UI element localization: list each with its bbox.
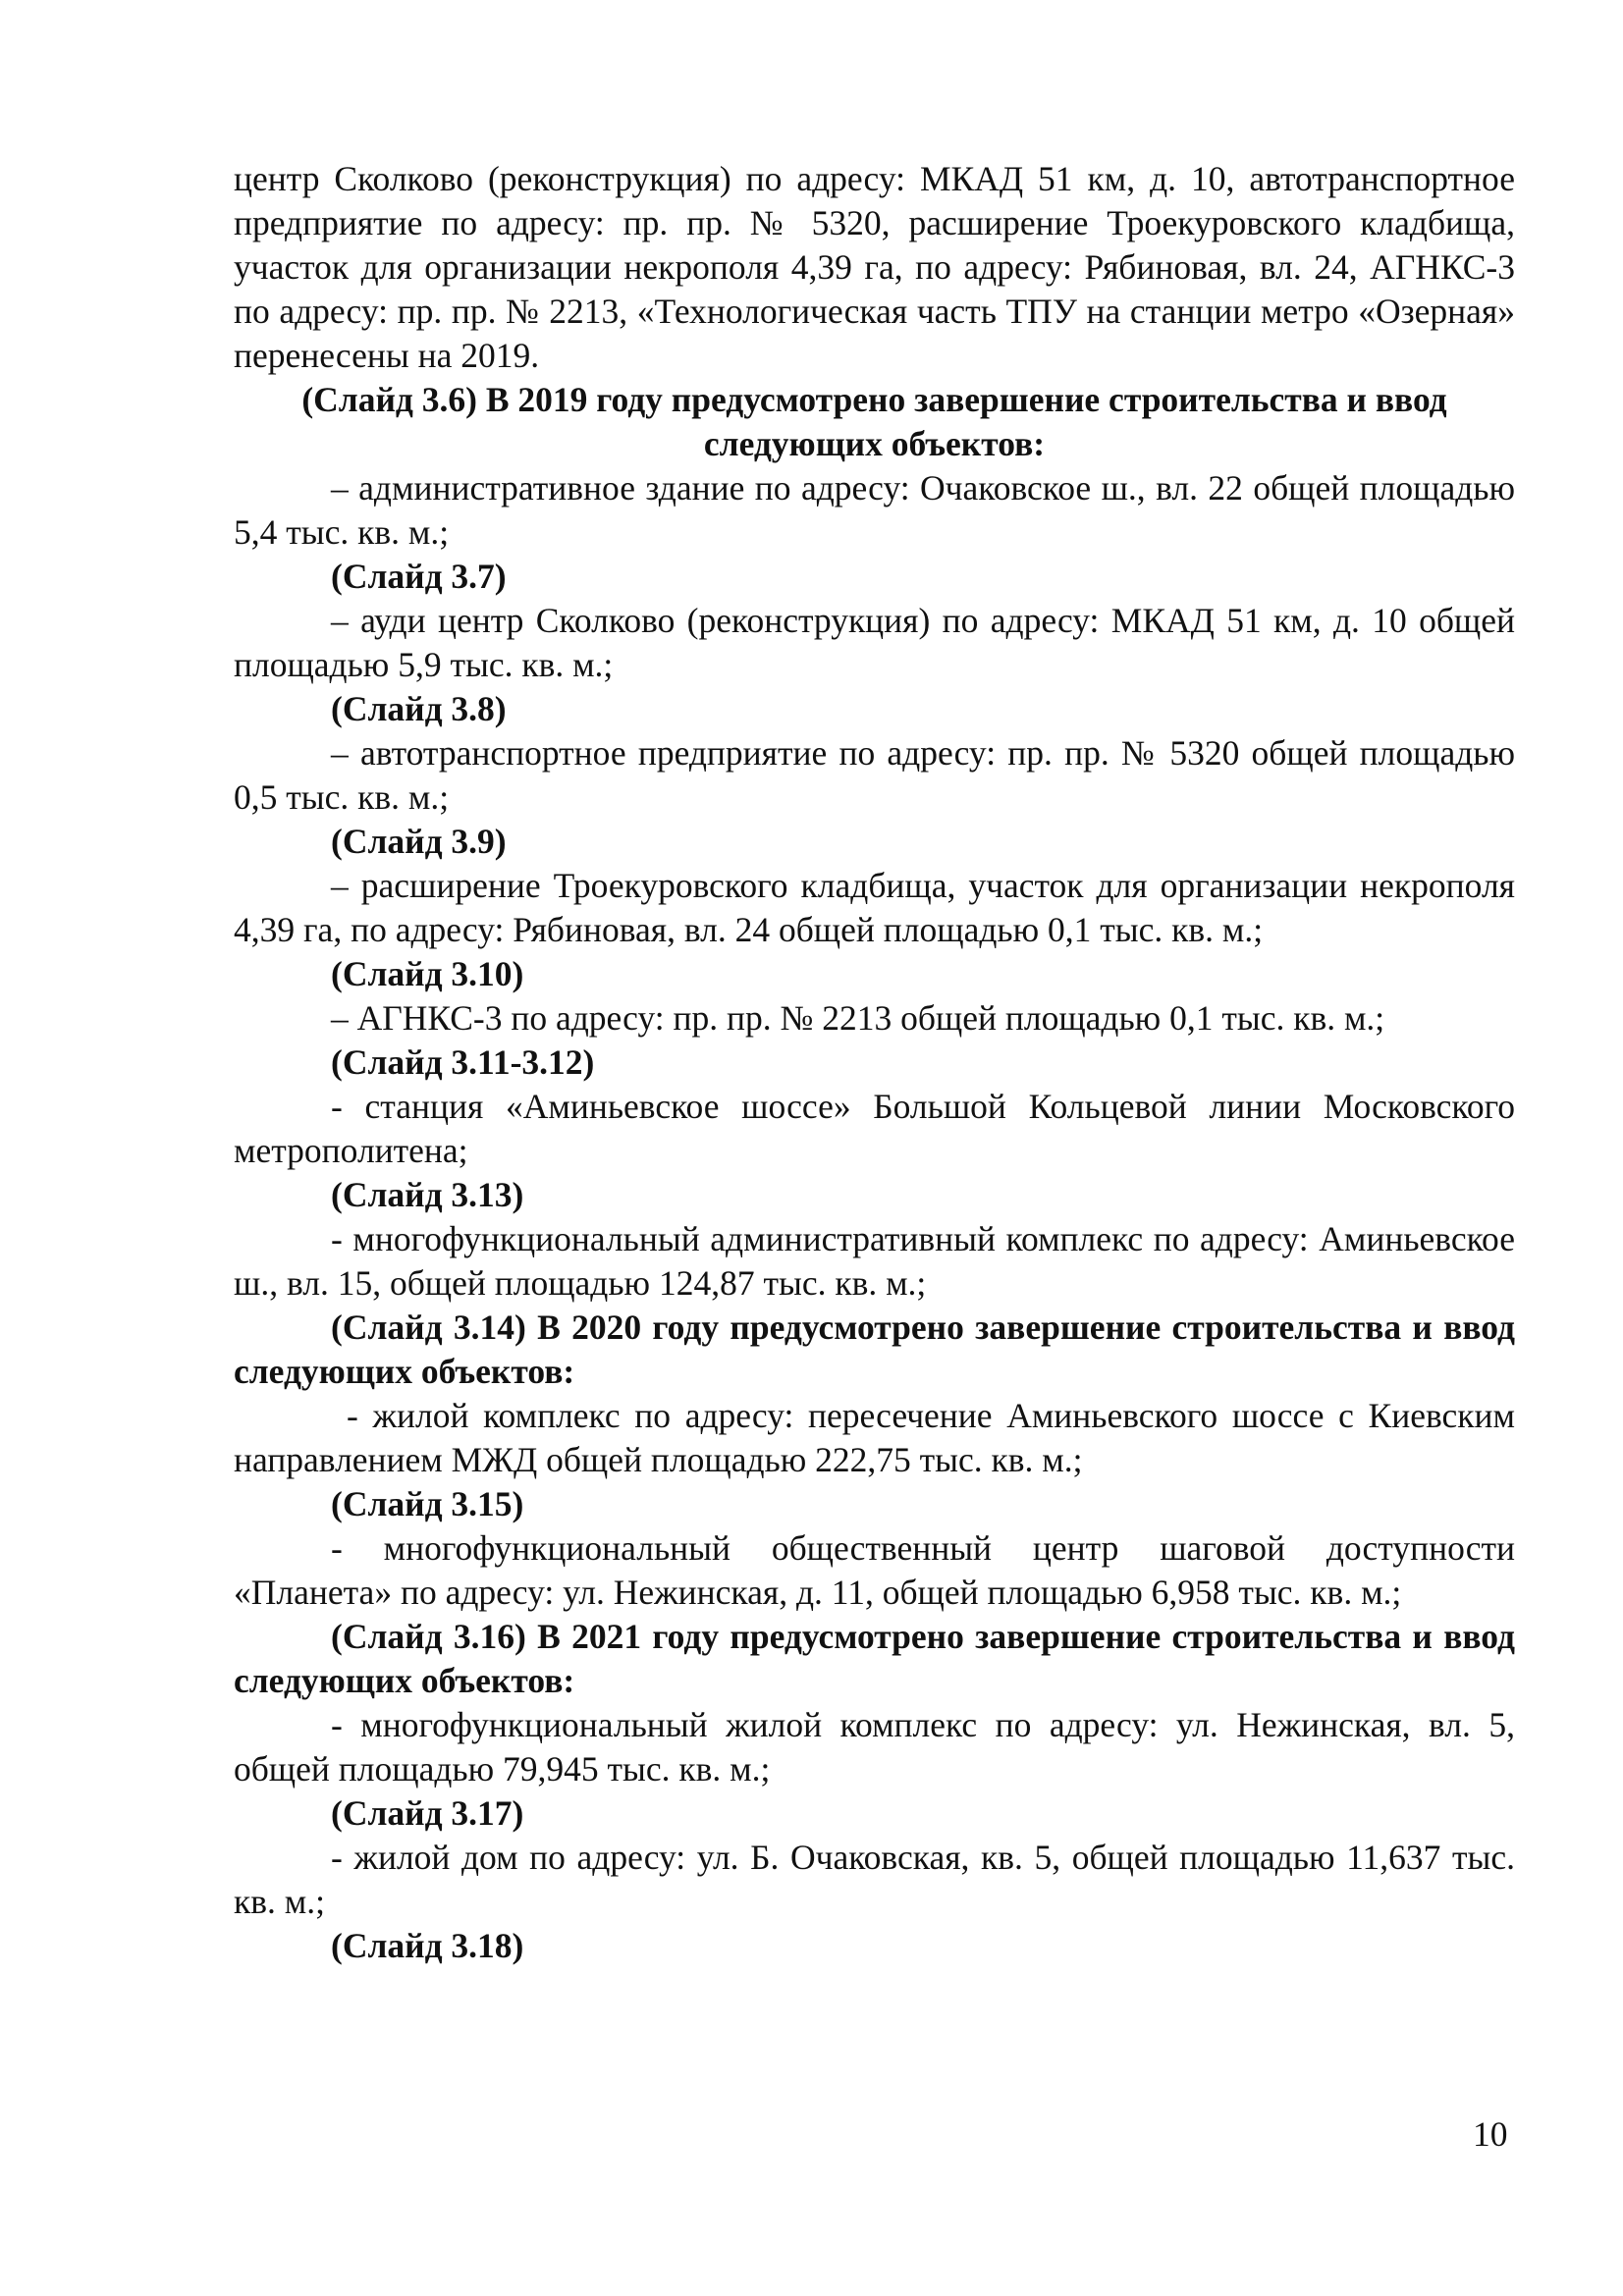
list-item: - многофункциональный жилой комплекс по адресу: ул. Нежинская, вл. 5, общей площадью 79,945 тыс. кв. м.; [234, 1705, 1515, 1789]
slide-label [234, 820, 1515, 864]
slide-label-text: (Слайд 3.10) [331, 954, 524, 993]
section-heading-2021 [234, 1615, 1515, 1703]
slide-label [234, 1173, 1515, 1217]
page-number: 10 [1473, 2114, 1508, 2154]
slide-label [234, 687, 1515, 731]
list-item: - многофункциональный общественный центр шаговой доступности «Планета» по адресу: ул. Нежинская, д. 11, общей площадью 6,958 тыс. кв. м.; [234, 1528, 1515, 1612]
slide-label-text: (Слайд 3.18) [331, 1926, 524, 1965]
slide-label [234, 952, 1515, 996]
slide-label [234, 1482, 1515, 1526]
section-heading-2020 [234, 1306, 1515, 1394]
document-body [234, 157, 1515, 1968]
heading-text: (Слайд 3.6) В 2019 году предусмотрено завершение строительства и ввод следующих объектов: [301, 380, 1447, 463]
slide-label-text: (Слайд 3.7) [331, 557, 507, 596]
slide-label-text: (Слайд 3.11-3.12) [331, 1042, 595, 1082]
list-item: - жилой комплекс по адресу: пересечение Аминьевского шоссе с Киевским направлением МЖД общей площадью 222,75 тыс. кв. м.; [234, 1396, 1515, 1479]
section-heading-2019 [234, 378, 1515, 466]
slide-label-text: (Слайд 3.8) [331, 689, 507, 728]
slide-label [234, 555, 1515, 599]
slide-label-text: (Слайд 3.9) [331, 822, 507, 861]
list-item: – АГНКС-3 по адресу: пр. пр. № 2213 общей площадью 0,1 тыс. кв. м.; [331, 998, 1385, 1038]
list-item: - станция «Аминьевское шоссе» Большой Кольцевой линии Московского метрополитена; [234, 1087, 1515, 1170]
list-item: – расширение Троекуровского кладбища, участок для организации некрополя 4,39 га, по адресу: Рябиновая, вл. 24 общей площадью 0,1 тыс. кв. м.; [234, 866, 1515, 949]
slide-label-text: (Слайд 3.13) [331, 1175, 524, 1214]
list-item: – автотранспортное предприятие по адресу: пр. пр. № 5320 общей площадью 0,5 тыс. кв. м.; [234, 733, 1515, 817]
slide-label [234, 1924, 1515, 1968]
heading-text: (Слайд 3.14) В 2020 году предусмотрено завершение строительства и ввод следующих объектов: [234, 1308, 1515, 1391]
list-item: - жилой дом по адресу: ул. Б. Очаковская, кв. 5, общей площадью 11,637 тыс. кв. м.; [234, 1838, 1515, 1921]
slide-label [234, 1791, 1515, 1836]
slide-label-text: (Слайд 3.17) [331, 1793, 524, 1833]
list-item: – ауди центр Сколково (реконструкция) по адресу: МКАД 51 км, д. 10 общей площадью 5,9 тыс. кв. м.; [234, 601, 1515, 684]
slide-label [234, 1041, 1515, 1085]
slide-label-text: (Слайд 3.15) [331, 1484, 524, 1523]
list-item: – административное здание по адресу: Очаковское ш., вл. 22 общей площадью 5,4 тыс. кв. м.; [234, 468, 1515, 552]
heading-text: (Слайд 3.16) В 2021 году предусмотрено завершение строительства и ввод следующих объектов: [234, 1617, 1515, 1700]
list-item: - многофункциональный административный комплекс по адресу: Аминьевское ш., вл. 15, общей площадью 124,87 тыс. кв. м.; [234, 1219, 1515, 1303]
paragraph-continuation: центр Сколково (реконструкция) по адресу: МКАД 51 км, д. 10, автотранспортное предприятие по адресу: пр. пр. № 5320, расширение Троекуровского кладбища, участок для организации некрополя 4,39 га, по адресу: Рябиновая, вл. 24, АГНКС-3 по адресу: пр. пр. № 2213, «Технологическая часть ТПУ на станции метро «Озерная» перенесены на 2019. [234, 159, 1515, 375]
